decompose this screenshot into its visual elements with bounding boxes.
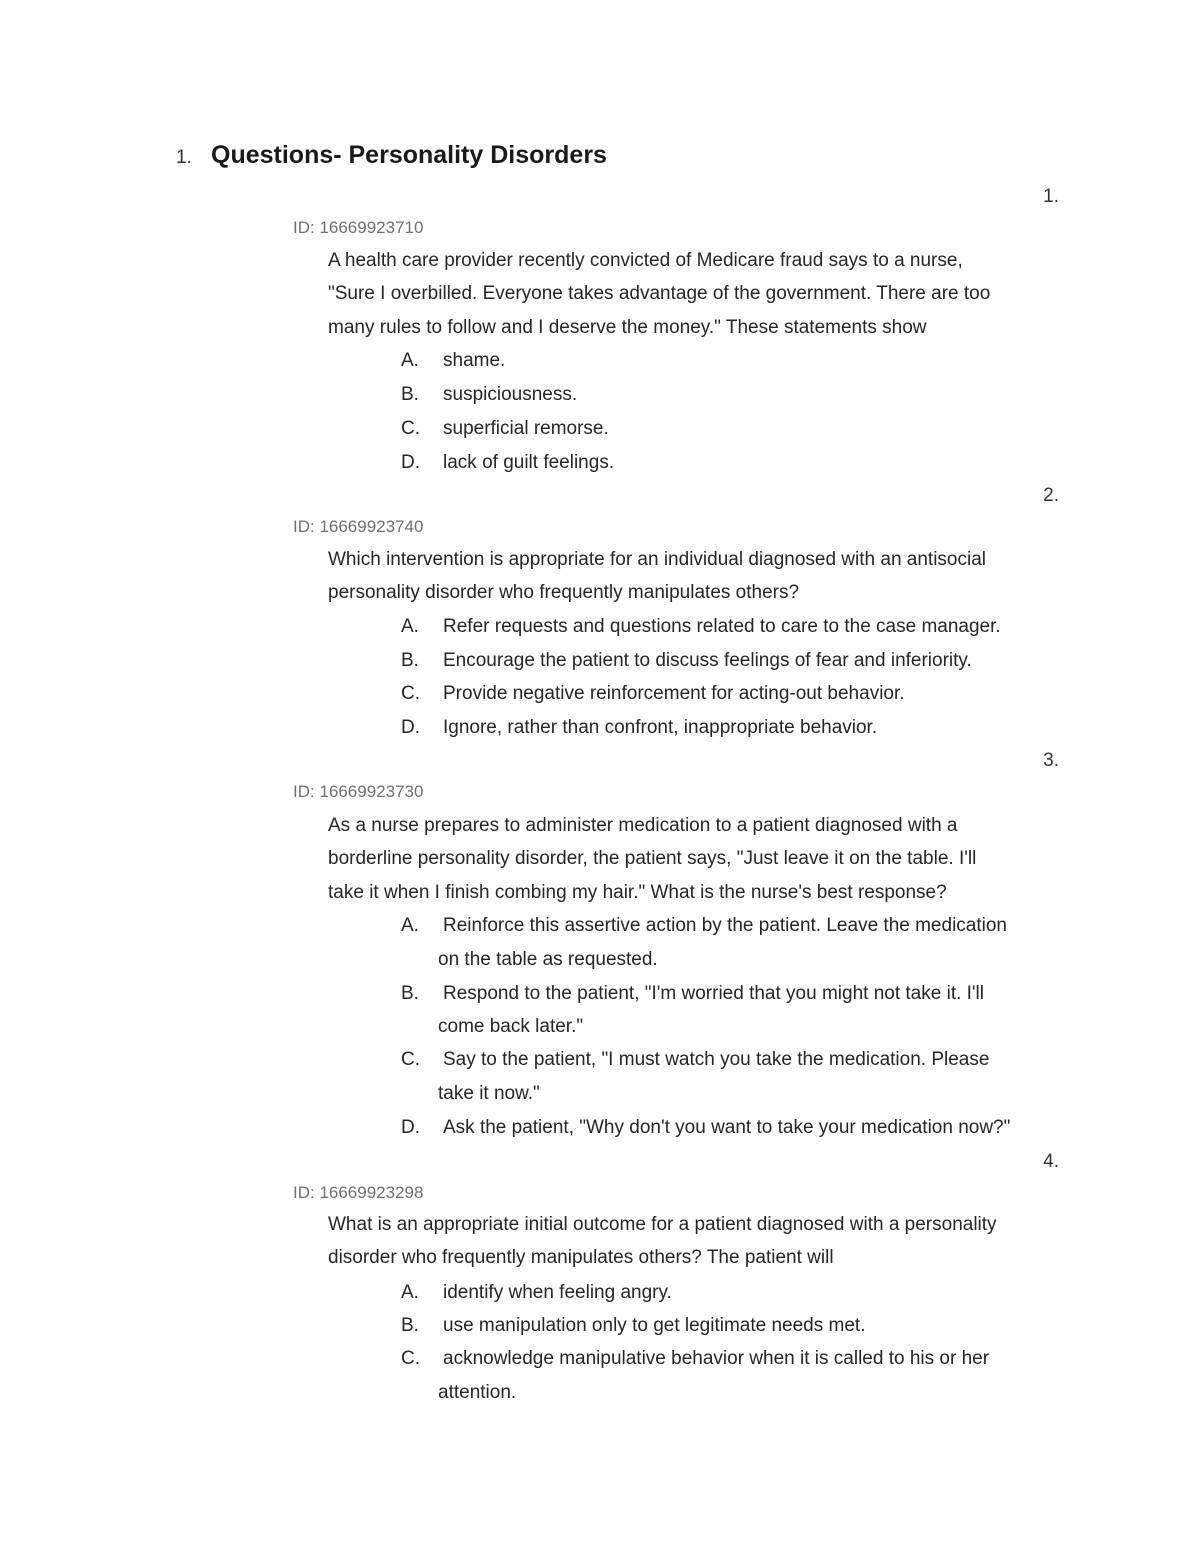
option-text: Encourage the patient to discuss feelings of fear and inferiority.: [443, 650, 972, 671]
option-text: lack of guilt feelings.: [443, 452, 615, 473]
option-letter: C.: [401, 418, 420, 439]
option-letter: C.: [401, 683, 420, 704]
option-text: Say to the patient, "I must watch you take the medication. Please: [443, 1049, 990, 1070]
question-id: ID: 16669923740: [293, 517, 424, 536]
stem-line: As a nurse prepares to administer medication to a patient diagnosed with a: [328, 815, 958, 836]
option-letter: B.: [401, 1315, 419, 1336]
option-text: Refer requests and questions related to care to the case manager.: [443, 616, 1001, 637]
option-text: shame.: [443, 350, 506, 371]
question-stem: [328, 1208, 1068, 1275]
question-number: 2.: [1043, 485, 1059, 506]
stem-line: take it when I finish combing my hair." What is the nurse's best response?: [328, 881, 947, 903]
option-letter: A.: [401, 915, 419, 936]
question-id: ID: 16669923730: [293, 782, 424, 801]
question-stem: [328, 244, 1068, 344]
option-text-continuation: attention.: [438, 1382, 517, 1403]
option-text: suspiciousness.: [443, 384, 578, 405]
option-letter: D.: [401, 717, 420, 738]
option-letter: C.: [401, 1348, 420, 1369]
stem-line: disorder who frequently manipulates others? The patient will: [328, 1247, 834, 1269]
option-text: Ignore, rather than confront, inappropriate behavior.: [443, 717, 878, 738]
stem-line: borderline personality disorder, the patient says, "Just leave it on the table. I'll: [328, 848, 977, 870]
page-title: Questions- Personality Disorders: [211, 141, 607, 169]
section-number: 1.: [176, 147, 192, 168]
question-stem: [328, 543, 1068, 610]
option-text: Reinforce this assertive action by the patient. Leave the medication: [443, 915, 1007, 936]
option-text-continuation: take it now.": [438, 1083, 540, 1104]
question-number: 3.: [1043, 750, 1059, 771]
option-text: superficial remorse.: [443, 418, 609, 439]
option-text: acknowledge manipulative behavior when it is called to his or her: [443, 1348, 990, 1369]
option-letter: B.: [401, 650, 419, 671]
question-id: ID: 16669923298: [293, 1183, 424, 1202]
question-number: 1.: [1043, 186, 1059, 207]
stem-line: "Sure I overbilled. Everyone takes advantage of the government. There are too: [328, 283, 991, 305]
option-text-continuation: on the table as requested.: [438, 949, 658, 970]
option-text-continuation: come back later.": [438, 1016, 584, 1037]
option-letter: A.: [401, 1282, 419, 1303]
option-text: identify when feeling angry.: [443, 1282, 672, 1303]
stem-line: personality disorder who frequently manipulates others?: [328, 582, 800, 604]
option-letter: A.: [401, 616, 419, 637]
option-letter: A.: [401, 350, 419, 371]
stem-line: many rules to follow and I deserve the money." These statements show: [328, 316, 927, 338]
option-text: Respond to the patient, "I'm worried that you might not take it. I'll: [443, 983, 984, 1004]
option-letter: D.: [401, 1117, 420, 1138]
option-text: Provide negative reinforcement for acting-out behavior.: [443, 683, 905, 704]
stem-line: What is an appropriate initial outcome for a patient diagnosed with a personality: [328, 1214, 997, 1235]
option-letter: D.: [401, 452, 420, 473]
option-letter: B.: [401, 384, 419, 405]
question-id: ID: 16669923710: [293, 218, 424, 237]
option-letter: C.: [401, 1049, 420, 1070]
option-text: use manipulation only to get legitimate needs met.: [443, 1315, 866, 1336]
stem-line: Which intervention is appropriate for an individual diagnosed with an antisocial: [328, 549, 986, 570]
question-stem: [328, 809, 1068, 909]
stem-line: A health care provider recently convicted of Medicare fraud says to a nurse,: [328, 250, 963, 271]
option-text: Ask the patient, "Why don't you want to take your medication now?": [443, 1117, 1011, 1138]
option-letter: B.: [401, 983, 419, 1004]
question-number: 4.: [1043, 1151, 1059, 1172]
